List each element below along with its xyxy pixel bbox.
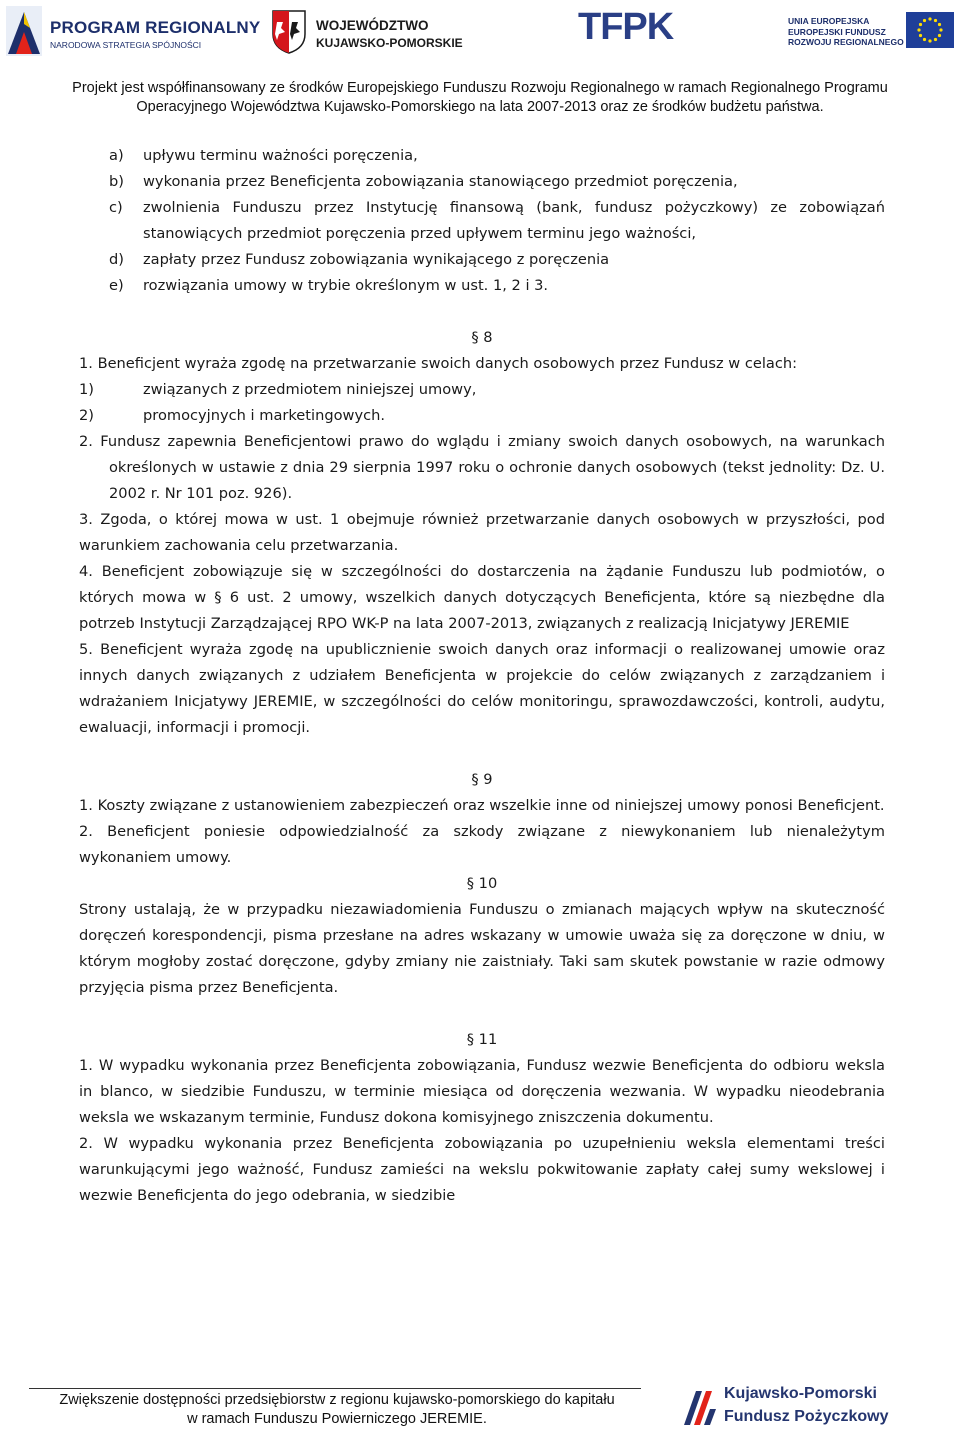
unia-line-3: ROZWOJU REGIONALNEGO [788, 37, 904, 47]
list-item [79, 273, 885, 299]
list-marker: b) [109, 173, 124, 190]
program-regionalny-subtitle: NARODOWA STRATEGIA SPÓJNOŚCI [50, 40, 202, 50]
list-item [79, 247, 885, 273]
section-8-paragraph-3: 3. Zgoda, o której mowa w ust. 1 obejmuje również przetwarzanie danych osobowych w przyszłości, pod warunkiem zachowania celu przetwarzania. [79, 511, 885, 554]
spacer [79, 1001, 885, 1027]
section-8-paragraph-5: 5. Beneficjent wyraża zgodę na upublicznienie swoich danych oraz informacji o realizowanej umowie oraz innych danych związanych z udziałem Beneficjenta w projekcie do celów związanych z zarządzaniem i wdrażaniem Inicjatywy JEREMIE, w szczególności do celów monitoringu, sprawozdawczości, kontroli, audytu, ewaluacji, informacji i promocji. [79, 641, 885, 736]
footer-line-1: Zwiększenie dostępności przedsiębiorstw z regionu kujawsko-pomorskiego do kapitału [59, 1392, 615, 1408]
wojewodztwo-subtitle: KUJAWSKO-POMORSKIE [316, 36, 463, 50]
termination-conditions-list [79, 143, 885, 299]
list-item [79, 169, 885, 195]
tfpk-logo-text: TFPK [578, 6, 674, 48]
section-8-paragraph-1: 1. Beneficjent wyraża zgodę na przetwarzanie swoich danych osobowych przez Fundusz w celach: [79, 355, 798, 372]
section-11-paragraph-1: 1. W wypadku wykonania przez Beneficjenta zobowiązania, Fundusz wezwie Beneficjenta do odbioru weksla in blanco, w siedzibie Funduszu, w terminie miesiąca od doręczenia wezwania. W wypadku nieodebrania weksla we wskazanym terminie, Fundusz dokona komisyjnego zniszczenia dokumentu. [79, 1057, 885, 1126]
section-11-paragraph-2: 2. W wypadku wykonania przez Beneficjenta zobowiązania po uzupełnieniu weksla elementami treści warunkującymi jego ważność, Fundusz zamieści na wekslu pokwitowanie zapłaty całej sumy wekslowej i wezwie Beneficjenta do jego odebrania, w siedzibie [79, 1135, 885, 1204]
list-item [79, 143, 885, 169]
project-funding-line-2: Operacyjnego Województwa Kujawsko-Pomorskiego na lata 2007-2013 oraz ze środków budżetu państwa. [136, 99, 824, 115]
unia-europejska-logo [788, 4, 956, 60]
footer-statement [29, 1391, 645, 1429]
coat-of-arms-icon [272, 10, 306, 54]
unia-line-2: EUROPEJSKI FUNDUSZ [788, 26, 886, 37]
project-funding-statement [0, 79, 960, 117]
program-regionalny-logo [4, 4, 261, 60]
section-10-heading: § 10 [466, 875, 498, 892]
tfpk-logo [578, 4, 678, 60]
unia-europejska-text [788, 16, 904, 48]
section-8-heading: § 8 [471, 329, 493, 346]
footer-line-2: w ramach Funduszu Powierniczego JEREMIE. [187, 1411, 487, 1427]
program-regionalny-mark-icon [4, 6, 44, 58]
list-item [79, 195, 885, 247]
list-item-text: zapłaty przez Fundusz zobowiązania wynikającego z poręczenia [143, 251, 610, 268]
list-item-text: wykonania przez Beneficjenta zobowiązania stanowiącego przedmiot poręczenia, [143, 173, 738, 190]
wojewodztwo-title: WOJEWÓDZTWO [316, 18, 429, 33]
list-marker: d) [109, 251, 124, 268]
list-marker: 1) [79, 381, 94, 398]
project-funding-line-1: Projekt jest współfinansowany ze środków Europejskiego Funduszu Rozwoju Regionalnego w ramach Regionalnego Programu [72, 80, 888, 96]
document-body [79, 143, 885, 1209]
section-9-heading: § 9 [471, 771, 493, 788]
list-marker: e) [109, 277, 124, 294]
header-logo-bar [0, 0, 960, 68]
section-8-paragraph-4: 4. Beneficjent zobowiązuje się w szczególności do dostarczenia na żądanie Funduszu lub podmiotów, o których mowa w § 6 ust. 2 umowy, wszelkich danych dotyczących Beneficjenta, które są niezbędne dla potrzeb Instytucji Zarządzającej RPO WK-P na lata 2007-2013, związanych z realizacją Inicjatywy JEREMIE [79, 563, 885, 632]
section-8-paragraph-2: 2. Fundusz zapewnia Beneficjentowi prawo do wglądu i zmiany swoich danych osobowych, na warunkach określonych w ustawie z dnia 29 sierpnia 1997 roku o ochronie danych osobowych (tekst jednolity: Dz. U. 2002 r. Nr 101 poz. 926). [79, 433, 885, 502]
list-item-text: rozwiązania umowy w trybie określonym w ust. 1, 2 i 3. [143, 277, 549, 294]
wojewodztwo-logo [272, 4, 462, 60]
list-item-text: zwolnienia Funduszu przez Instytucję finansową (bank, fundusz pożyczkowy) ze zobowiązań stanowiących przedmiot poręczenia przed upływem terminu jego ważności, [143, 199, 885, 242]
list-item-text: upływu terminu ważności poręczenia, [143, 147, 418, 164]
list-item [79, 403, 885, 429]
list-marker: 2) [79, 407, 94, 424]
section-9-paragraph-1: 1. Koszty związane z ustanowieniem zabezpieczeń oraz wszelkie inne od niniejszej umowy ponosi Beneficjent. [79, 797, 885, 814]
list-marker: a) [109, 147, 124, 164]
spacer [79, 299, 885, 325]
section-8-purpose-list [79, 377, 885, 429]
kpfp-logo-line-2: Fundusz Pożyczkowy [724, 1408, 889, 1425]
section-9-paragraph-2: 2. Beneficjent poniesie odpowiedzialność za szkody związane z niewykonaniem lub nienależytym wykonaniem umowy. [79, 823, 885, 866]
list-item-text: związanych z przedmiotem niniejszej umowy, [143, 381, 477, 398]
section-10-paragraph-1: Strony ustalają, że w przypadku niezawiadomienia Funduszu o zmianach mających wpływ na skuteczność doręczeń korespondencji, pisma przesłane na adres wskazany w umowie uważa się za doręczone w dniu, w którym mogłoby zostać doręczone, gdyby zmiany nie zaistniały. Taki sam skutek powstanie w razie odmowy przyjęcia pisma przez Beneficjenta. [79, 901, 885, 996]
list-item [79, 377, 885, 403]
spacer [79, 741, 885, 767]
kpfp-logo-line-1: Kujawsko-Pomorski [724, 1385, 877, 1402]
kpfp-logo [680, 1383, 936, 1433]
program-regionalny-title: PROGRAM REGIONALNY [50, 18, 261, 37]
list-marker: c) [109, 199, 123, 216]
footer-divider [29, 1388, 641, 1389]
list-item-text: promocyjnych i marketingowych. [143, 407, 385, 424]
unia-line-1: UNIA EUROPEJSKA [788, 16, 870, 26]
section-11-heading: § 11 [466, 1031, 498, 1048]
kpfp-mark-icon [680, 1385, 718, 1429]
eu-flag-icon [906, 12, 954, 48]
